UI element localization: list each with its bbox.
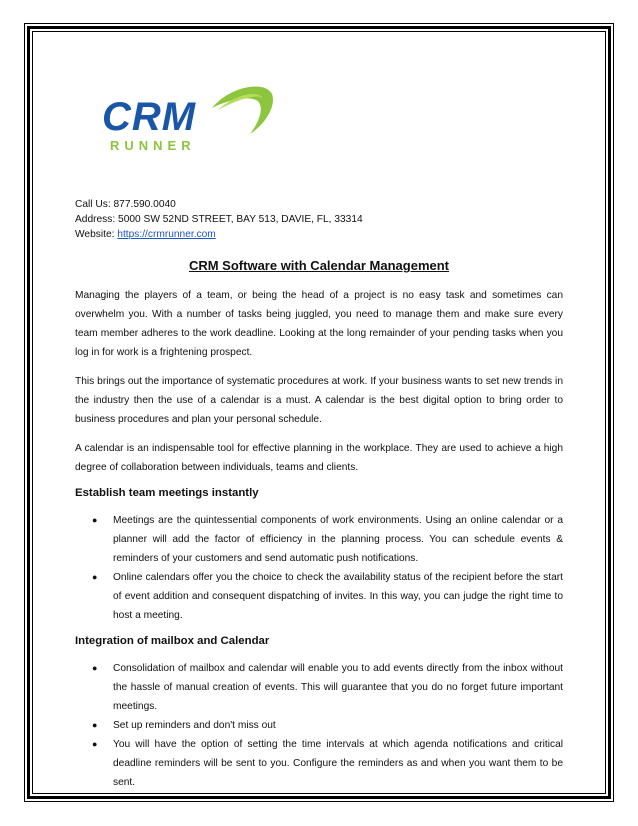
contact-website	[75, 227, 363, 242]
list-item-text: Meetings are the quintessential components of work environments. Using an online calendar or a planner will add the factor of efficiency in the planning process. You can schedule events & reminders of your customers and send automatic push notifications.	[113, 515, 563, 564]
logo-swoosh-green	[212, 86, 273, 134]
list-item-text: Set up reminders and don't miss out	[113, 720, 276, 731]
contact-block	[75, 197, 363, 242]
paragraph-3: A calendar is an indispensable tool for effective planning in the workplace. They are used to achieve a high degree of collaboration between individuals, teams and clients.	[75, 443, 563, 473]
crm-runner-logo	[100, 78, 280, 158]
section-heading-mailbox: Integration of mailbox and Calendar	[75, 635, 270, 647]
article-title: CRM Software with Calendar Management	[188, 258, 450, 273]
section-list-meetings	[75, 511, 563, 625]
bullet-icon: ●	[92, 739, 98, 749]
bullet-icon: ●	[92, 515, 98, 525]
section-heading-meetings: Establish team meetings instantly	[75, 487, 259, 499]
website-label: Website:	[75, 229, 118, 240]
list-item-text: Online calendars offer you the choice to check the availability status of the recipient before the start of event addition and consequent dispatching of invites. In this way, you can judge the right time to host a meeting.	[113, 572, 563, 621]
list-item-text: You will have the option of setting the time intervals at which agenda notifications and critical deadline reminders will be sent to you. Configure the reminders as and when you want them to be sent.	[113, 739, 563, 788]
list-item	[75, 716, 563, 735]
list-item	[75, 659, 563, 716]
logo-text-runner: RUNNER	[110, 138, 196, 153]
article-body	[75, 258, 563, 802]
list-item-text: Consolidation of mailbox and calendar will enable you to add events directly from the inbox without the hassle of manual creation of events. This will guarantee that you do no forget future important meetings.	[113, 663, 563, 712]
bullet-icon: ●	[92, 720, 98, 730]
bullet-icon: ●	[92, 663, 98, 673]
section-list-mailbox	[75, 659, 563, 792]
contact-address: Address: 5000 SW 52ND STREET, BAY 513, DAVIE, FL, 33314	[75, 214, 363, 225]
website-link[interactable]: https://crmrunner.com	[117, 229, 216, 240]
contact-phone: Call Us: 877.590.0040	[75, 199, 176, 210]
list-item	[75, 511, 563, 568]
list-item	[75, 568, 563, 625]
paragraph-2: This brings out the importance of systematic procedures at work. If your business wants to set new trends in the industry then the use of a calendar is a must. A calendar is the best digital option to bring order to business procedures and plan your personal schedule.	[75, 376, 563, 425]
logo-text-crm: CRM	[102, 95, 197, 139]
bullet-icon: ●	[92, 572, 98, 582]
list-item	[75, 735, 563, 792]
paragraph-1: Managing the players of a team, or being the head of a project is no easy task and sometimes can overwhelm you. With a number of tasks being juggled, you need to manage them and make sure every team member adheres to the work deadline. Looking at the long remainder of your pending tasks when you log in for work is a frightening prospect.	[75, 290, 563, 358]
